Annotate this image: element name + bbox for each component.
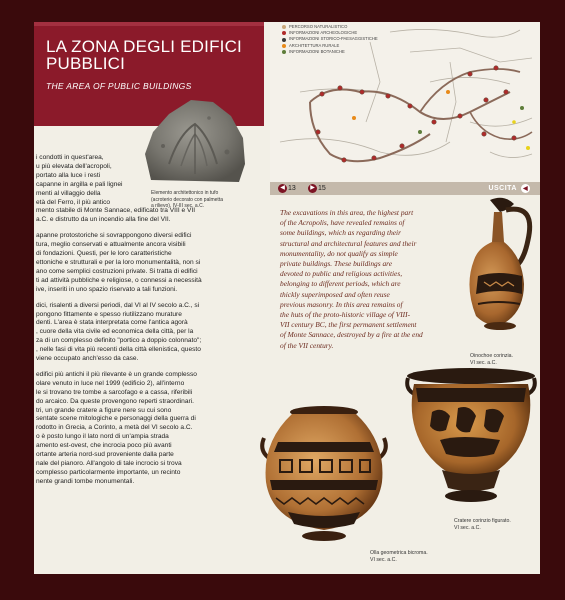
caption-line: Oinochoe corinzia. xyxy=(470,353,513,359)
site-map xyxy=(270,22,540,182)
prev-stop-marker xyxy=(278,184,296,193)
stone-caption-line: a rilievo). IV-III sec. a.C. xyxy=(151,203,205,209)
text-line: tura, meglio conservati e attualmente ancora visibili xyxy=(36,241,186,249)
text-line: portato alla luce i resti xyxy=(36,171,101,179)
text-line: sentate scene mitologiche e personaggi della guerra di xyxy=(36,415,196,423)
text-line: denti. L'area è stata interpretata come l'antica agorà xyxy=(36,319,188,327)
text-line: the huts of the proto-historic village of VIII- xyxy=(280,310,411,320)
info-panel xyxy=(34,22,540,574)
cratere-caption xyxy=(454,518,534,532)
text-line: some buildings, which as regarding their xyxy=(280,228,401,238)
text-line: di fondazioni. Questi, per le loro caratteristiche xyxy=(36,250,172,258)
exit-label: USCITA xyxy=(488,185,517,192)
legend-label: INFORMAZIONI STORICO-PAESAGGISTICHE xyxy=(289,36,378,42)
legend-label: ARCHITETTURA RURALE xyxy=(289,42,340,48)
botanical-info-icon xyxy=(282,50,286,54)
text-line: nente grandi tombe monumentali. xyxy=(36,477,135,485)
text-line: za di un complesso definito "portico a doppio colonnato"; xyxy=(36,337,202,345)
nature-path-icon xyxy=(282,25,286,29)
archaeology-info-icon xyxy=(282,31,286,35)
text-line: monumentality, do not qualify as simple xyxy=(280,248,398,258)
oinochoe-image xyxy=(444,190,540,350)
text-line: ettoniche e strutturali e per la loro monumentalità, non si xyxy=(36,258,201,266)
title-line-1: LA ZONA DEGLI EDIFICI xyxy=(46,37,242,56)
text-line: tri, un grande cratere a figure nere su cui sono xyxy=(36,406,172,414)
stone-caption-line: (acroterio decorato con palmetta xyxy=(151,196,223,203)
text-line: rodotto in Grecia, a Corinto, a metà del VI secolo a.C. xyxy=(36,424,193,432)
text-line: o è posto lungo il lato nord di un'ampia strada xyxy=(36,433,169,441)
text-line: u più elevata dell'acropoli, xyxy=(36,162,112,170)
page-title xyxy=(46,38,256,72)
text-line: devoted to public and religious activities, xyxy=(280,269,403,279)
text-line: The excavations in this area, the highest part xyxy=(280,208,414,217)
italian-paragraph-4 xyxy=(36,371,272,487)
legend-label: INFORMAZIONI BOTANICHE xyxy=(289,48,345,54)
olla-image xyxy=(258,402,390,550)
text-line: , nelle fasi di vita più recenti della città ellenistica, questo xyxy=(36,346,201,354)
text-line: a.C. e distrutto da un incendio alla fine del VII. xyxy=(36,216,171,224)
arrow-right-icon: ▶ xyxy=(308,184,317,193)
arrow-left-icon: ◀ xyxy=(278,184,287,193)
text-line: olare venuto in luce nel 1999 (edificio 2), all'interno xyxy=(36,379,185,387)
title-line-2: PUBBLICI xyxy=(46,54,126,73)
text-line: menti al villaggio della xyxy=(36,189,101,197)
text-line: ive, inseriti in uno spazio riservato a tali funzioni. xyxy=(36,285,178,293)
exit-arrow-icon: ◀ xyxy=(522,186,529,192)
text-line: edifici più antichi il più rilevante è un grande complesso xyxy=(36,370,197,378)
caption-line: VI sec. a.C. xyxy=(470,360,497,366)
text-line: capanne in argilla e pali lignei xyxy=(36,180,123,188)
text-line: apanne protostoriche si sovrappongono diversi edifici xyxy=(36,232,192,240)
text-line: VII century BC, the first permanent settlement xyxy=(280,320,417,330)
text-line: viene occupato anch'esso da case. xyxy=(36,355,139,363)
text-line: pongono fittamente e spesso riutilizzano murature xyxy=(36,310,182,318)
italian-text-column xyxy=(36,154,272,494)
text-line: of Monte Sannace, destroyed by a fire at the end xyxy=(280,330,423,340)
stone-caption-line: Elemento architettonico in tufo xyxy=(151,190,219,196)
italian-paragraph-2 xyxy=(36,232,272,294)
text-line: , cuore della vita civile ed economica della città, per la xyxy=(36,328,194,336)
text-line: belonging to different periods, which are xyxy=(280,279,401,289)
page-subtitle: THE AREA OF PUBLIC BUILDINGS xyxy=(46,81,192,91)
text-line: i condotti in quest'area, xyxy=(36,154,104,161)
text-line: complesso particolarmente importante, un recinto xyxy=(36,468,181,476)
legend-item xyxy=(282,49,402,55)
text-line: of the Acropolis, have revealed remains of xyxy=(280,218,405,228)
cratere-image xyxy=(402,362,540,512)
legend-label: PERCORSO NATURALISTICO xyxy=(289,24,348,29)
text-line: ano come semplici costruzioni private. Si tratta di edifici xyxy=(36,267,198,275)
rural-architecture-icon xyxy=(282,44,286,48)
text-line: ortante arteria nord-sud proveniente dalla parte xyxy=(36,451,174,459)
next-stop-number: 15 xyxy=(318,185,326,192)
caption-line: Cratere corinzio figurato. xyxy=(454,518,511,524)
next-stop-marker xyxy=(308,184,326,193)
text-line: le si trovano tre tombe a sarcofago e a cassa, riferibili xyxy=(36,388,193,396)
italian-paragraph-3 xyxy=(36,302,272,364)
banner-top-strip xyxy=(34,22,264,26)
legend-label: INFORMAZIONI ARCHEOLOGICHE xyxy=(289,30,358,36)
map-legend xyxy=(282,24,402,55)
text-line: thickly superimposed and often reuse xyxy=(280,289,390,299)
prev-stop-number: 13 xyxy=(288,185,296,192)
caption-line: VI sec. a.C. xyxy=(370,557,397,563)
english-text xyxy=(280,208,458,351)
text-line: private buildings. These buildings are xyxy=(280,259,393,269)
text-line: età del Ferro, il più antico xyxy=(36,198,111,206)
text-line: ti ad attività pubbliche e religiose, o connessi a necessità xyxy=(36,276,202,284)
caption-line: Olla geometrica bicroma. xyxy=(370,550,428,556)
text-line: dici, risalenti a diversi periodi, dal VI al IV secolo a.C., si xyxy=(36,301,200,309)
text-line: previous masonry. In this area remains of xyxy=(280,299,403,309)
text-line: mento stabile di Monte Sannace, edificato tra VIII e VII xyxy=(36,207,196,215)
text-line: nale del pianoro. All'angolo di tale incrocio si trova xyxy=(36,460,182,467)
text-line: amento est-ovest, che incrocia poco più avanti xyxy=(36,442,172,450)
italian-paragraph-1 xyxy=(36,154,272,225)
olla-caption xyxy=(370,550,450,564)
text-line: of the VII century. xyxy=(280,340,334,350)
text-line: do arcaico. Da queste provengono reperti straordinari. xyxy=(36,397,194,405)
history-landscape-icon xyxy=(282,38,286,42)
caption-line: VI sec. a.C. xyxy=(454,525,481,531)
text-line: structural and architectural features and their xyxy=(280,238,417,248)
